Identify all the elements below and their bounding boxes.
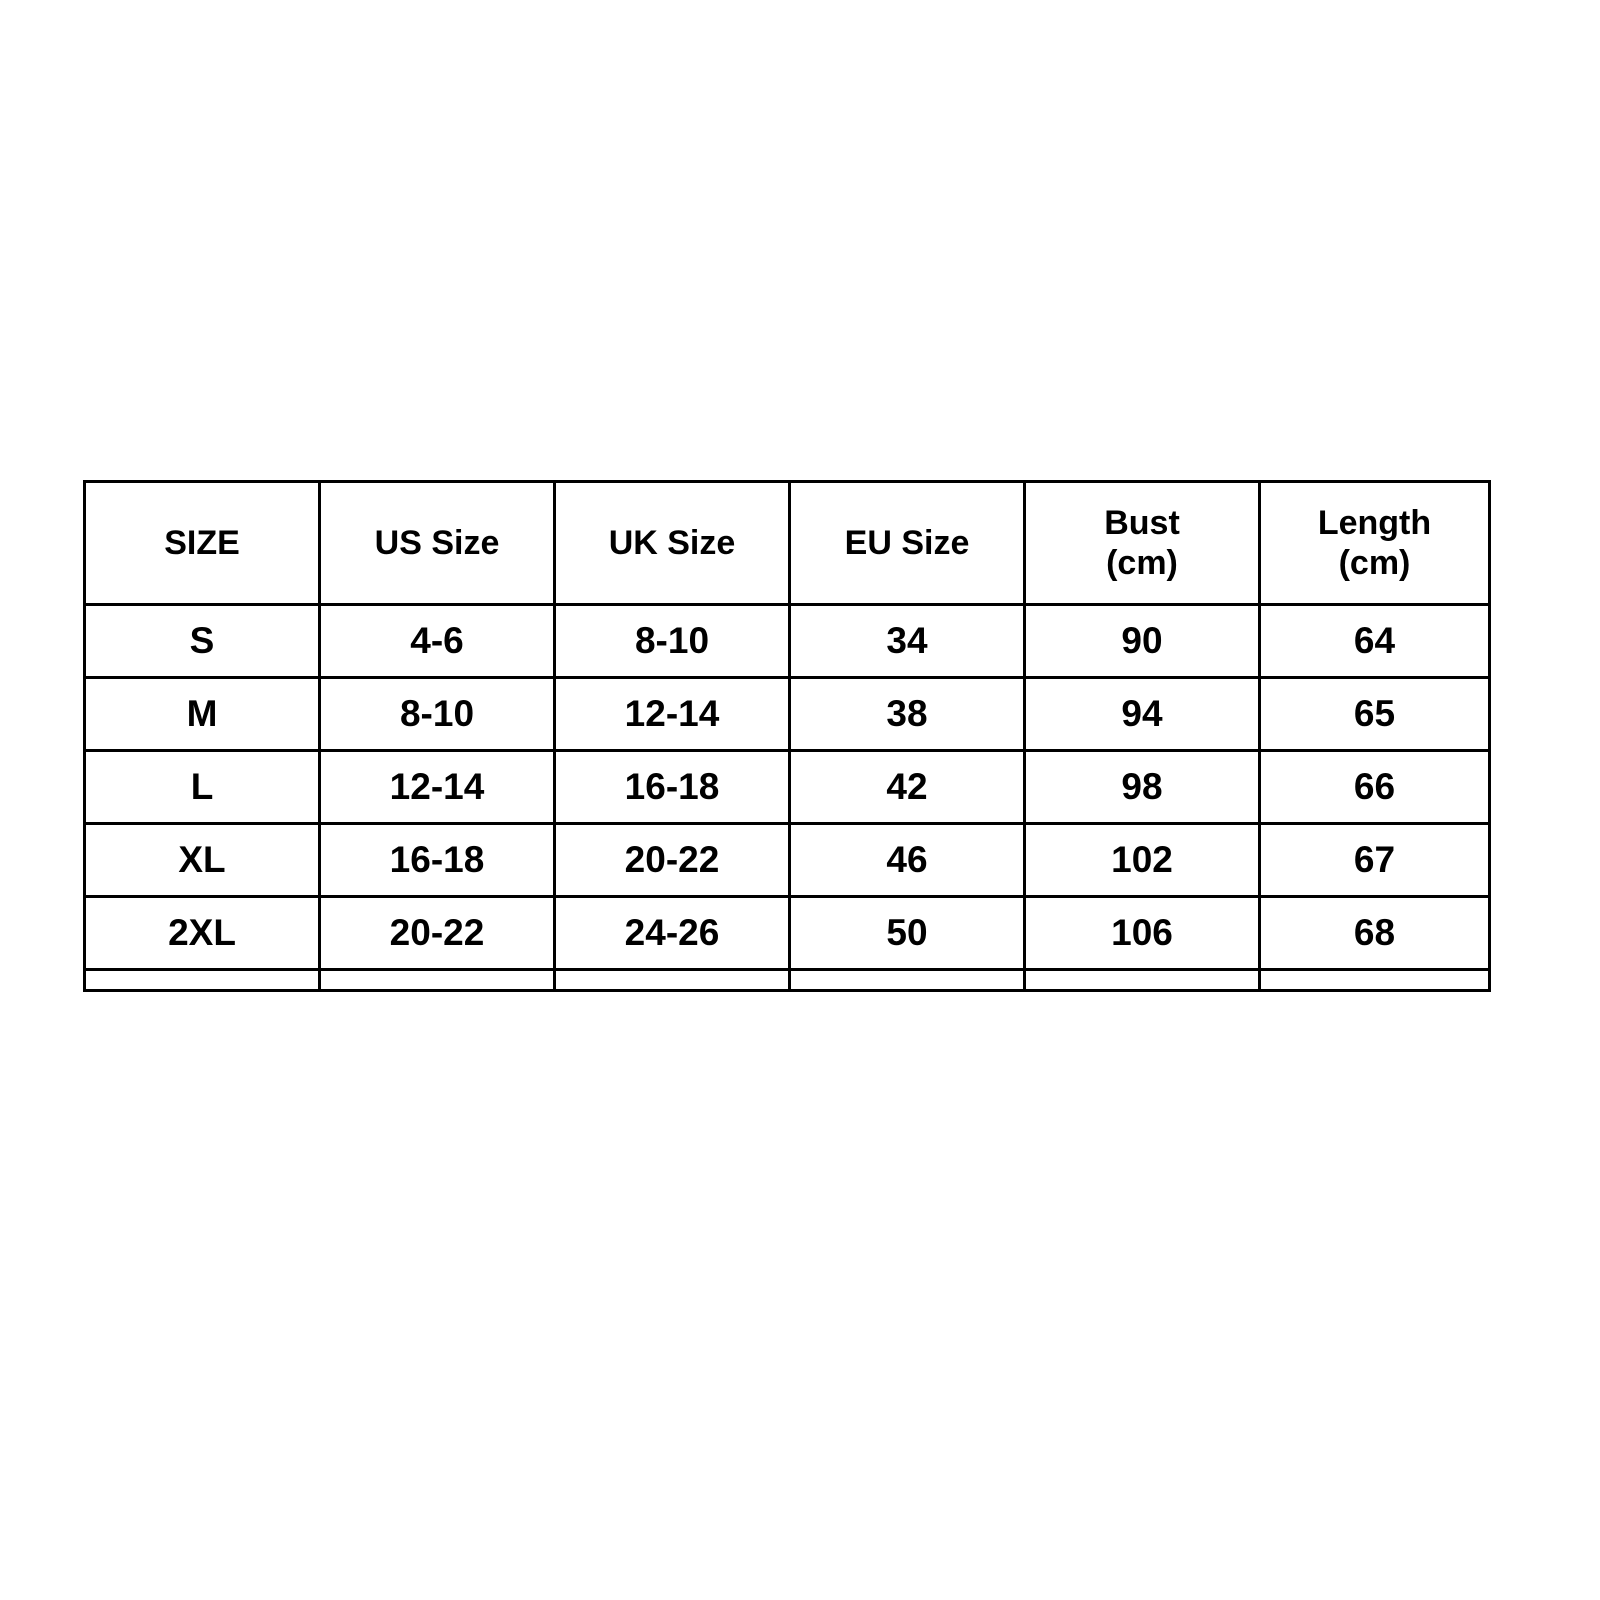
cell-size: XL	[85, 824, 320, 897]
cell-size: S	[85, 605, 320, 678]
table-row	[85, 751, 1490, 824]
cell-uk: 16-18	[555, 751, 790, 824]
column-header-size	[85, 482, 320, 605]
cell-us: 16-18	[320, 824, 555, 897]
cell-eu: 34	[790, 605, 1025, 678]
cell-size: L	[85, 751, 320, 824]
cell-length: 66	[1260, 751, 1490, 824]
column-header-bust	[1025, 482, 1260, 605]
table-header-row	[85, 482, 1490, 605]
cell-eu: 46	[790, 824, 1025, 897]
cell-bust: 106	[1025, 897, 1260, 970]
column-header-size-label: SIZE	[164, 523, 240, 562]
size-chart-container	[83, 480, 1488, 992]
cell-bust: 94	[1025, 678, 1260, 751]
column-header-length-unit: (cm)	[1338, 544, 1411, 582]
stub-cell	[320, 970, 555, 991]
cell-us: 20-22	[320, 897, 555, 970]
table-bottom-stub-row	[85, 970, 1490, 991]
column-header-eu-size	[790, 482, 1025, 605]
cell-bust: 98	[1025, 751, 1260, 824]
cell-eu: 42	[790, 751, 1025, 824]
cell-bust: 102	[1025, 824, 1260, 897]
cell-length: 64	[1260, 605, 1490, 678]
cell-uk: 8-10	[555, 605, 790, 678]
cell-uk: 24-26	[555, 897, 790, 970]
column-header-eu-size-label: EU Size	[844, 523, 970, 562]
cell-eu: 50	[790, 897, 1025, 970]
column-header-bust-unit: (cm)	[1106, 544, 1178, 582]
cell-us: 12-14	[320, 751, 555, 824]
table-row	[85, 824, 1490, 897]
cell-length: 67	[1260, 824, 1490, 897]
cell-uk: 20-22	[555, 824, 790, 897]
cell-size: M	[85, 678, 320, 751]
column-header-uk-size-label: UK Size	[608, 523, 736, 562]
stub-cell	[790, 970, 1025, 991]
stub-cell	[555, 970, 790, 991]
column-header-length-label: Length	[1317, 503, 1432, 542]
cell-length: 68	[1260, 897, 1490, 970]
table-row	[85, 605, 1490, 678]
cell-us: 4-6	[320, 605, 555, 678]
cell-uk: 12-14	[555, 678, 790, 751]
cell-length: 65	[1260, 678, 1490, 751]
table-row	[85, 678, 1490, 751]
column-header-bust-label: Bust	[1104, 503, 1180, 542]
stub-cell	[1260, 970, 1490, 991]
column-header-uk-size	[555, 482, 790, 605]
column-header-length	[1260, 482, 1490, 605]
cell-bust: 90	[1025, 605, 1260, 678]
cell-size: 2XL	[85, 897, 320, 970]
stub-cell	[85, 970, 320, 991]
size-chart-table	[83, 480, 1491, 992]
table-row	[85, 897, 1490, 970]
column-header-us-size-label: US Size	[374, 523, 500, 562]
cell-eu: 38	[790, 678, 1025, 751]
stub-cell	[1025, 970, 1260, 991]
column-header-us-size	[320, 482, 555, 605]
cell-us: 8-10	[320, 678, 555, 751]
